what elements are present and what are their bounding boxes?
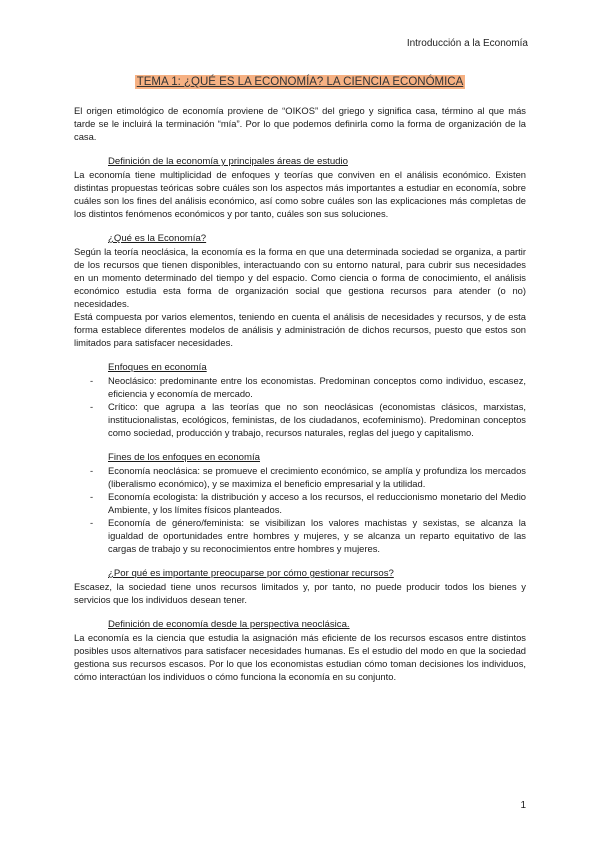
list-item: - Economía de género/feminista: se visibilizan los valores machistas y sexistas, se alcanza la igualdad de oportunidades entre hombres y mujeres, y se alcanza un reparto equitativo de las cargas de trabajo y su reconocimientos entre hombres y mujeres. bbox=[74, 516, 526, 555]
section-heading-que-es: ¿Qué es la Economía? bbox=[108, 233, 207, 244]
running-header: Introducción a la Economía bbox=[406, 38, 528, 49]
list-item: - Economía ecologista: la distribución y acceso a los recursos, el reduccionismo monetario del Medio Ambiente, y los límites físicos planteados. bbox=[74, 490, 526, 516]
section-heading-enfoques: Enfoques en economía bbox=[108, 362, 207, 373]
list-item: - Economía neoclásica: se promueve el crecimiento económico, se amplía y profundiza los mercados (liberalismo económico), y se maximiza el beneficio empresarial y la utilidad. bbox=[74, 464, 526, 490]
section-text-por-que: Escasez, la sociedad tiene unos recursos limitados y, por tanto, no puede producir todos los bienes y servicios que los individuos desean tener. bbox=[74, 581, 526, 605]
section-text-definicion: La economía tiene multiplicidad de enfoques y teorías que conviven en el análisis económico. Existen distintas propuestas teóricas sobre cuáles son los aspectos más importantes a estudiar en economía, sobre cuáles son los fines del análisis económico, así como sobre cuáles son las explicaciones más completas de los distintos fenómenos económicos y por tanto, cuáles son sus soluciones. bbox=[74, 169, 526, 219]
section-heading-neoclasica: Definición de economía desde la perspectiva neoclásica. bbox=[108, 619, 350, 630]
section-text-neoclasica: La economía es la ciencia que estudia la asignación más eficiente de los recursos escasos entre distintos posibles usos alternativos para satisfacer necesidades humanas. Es el estudio del modo en que la sociedad gestiona sus recursos escasos. Por lo que los economistas estudian cómo toman decisiones los individuos, cómo interactúan los individuos o cómo funciona la economía en su conjunto. bbox=[74, 632, 526, 682]
page-number: 1 bbox=[520, 800, 526, 811]
enfoques-list bbox=[74, 374, 526, 439]
section-heading-fines: Fines de los enfoques en economía bbox=[108, 452, 261, 463]
section-heading-definicion: Definición de la economía y principales áreas de estudio bbox=[108, 156, 348, 167]
intro-paragraph: El origen etimológico de economía proviene de “OIKOS” del griego y significa casa, término al que más tarde se le incluirá la terminación “mía”. Por lo que podemos definirla como la forma de organización de la casa. bbox=[74, 105, 526, 142]
list-item: - Crítico: que agrupa a las teorías que no son neoclásicas (economistas clásicos, marxistas, institucionalistas, ecológicos, feministas, de los ciudadanos, ecofeminismo). Predominan conceptos como sociedad, producción y trabajo, recursos naturales, reglas del juego y capitalismo. bbox=[74, 400, 526, 439]
page-title: TEMA 1: ¿QUÉ ES LA ECONOMÍA? LA CIENCIA ECONÓMICA bbox=[136, 76, 464, 88]
fines-list bbox=[74, 464, 526, 555]
section-text-que-es-2: Está compuesta por varios elementos, teniendo en cuenta el análisis de necesidades y recursos, y de esta forma establece diferentes modelos de análisis y administración de dichos recursos, puesto que estos son limitados para satisfacer necesidades. bbox=[74, 311, 526, 348]
document-body bbox=[74, 104, 526, 683]
section-heading-por-que: ¿Por qué es importante preocuparse por cómo gestionar recursos? bbox=[108, 568, 394, 579]
list-item: - Neoclásico: predominante entre los economistas. Predominan conceptos como individuo, escasez, eficiencia y economía de mercado. bbox=[74, 374, 526, 400]
section-text-que-es-1: Según la teoría neoclásica, la economía es la forma en que una determinada sociedad se organiza, a partir de los recursos que tienen disponibles, interactuando con su entorno natural, para cubrir sus necesidades en un momento determinado del tiempo y del espacio. Como ciencia o forma de conocimiento, el análisis económico estudia esta forma de organización social que gestiona recursos para atender (o no) necesidades. bbox=[74, 246, 526, 309]
title-container bbox=[0, 72, 600, 90]
